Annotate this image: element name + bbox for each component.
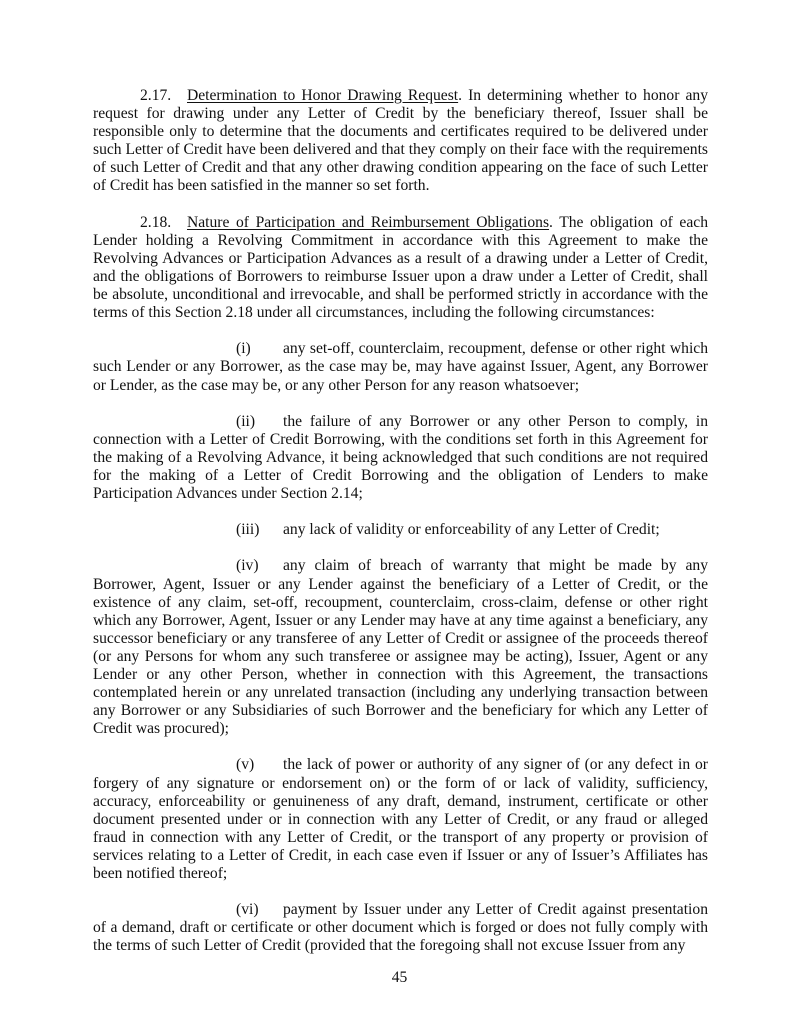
clause-text: any set-off, counterclaim, recoupment, defense or other right which such Lender or any Borrower, as the case may be, may have against Issuer, Agent, any Borrower or Lender, as the case may be, or any other Person for any reason whatsoever; — [93, 340, 708, 394]
clause-iii — [93, 521, 708, 539]
clause-number: (vi) — [236, 901, 259, 919]
clause-text: the failure of any Borrower or any other Person to comply, in connection with a Letter of Credit Borrowing, with the conditions set forth in this Agreement for the making of a Revolving Advance, it being acknowledged that such conditions are not required for the making of a Letter of Credit Borrowing and the obligation of Lenders to make Participation Advances under Section 2.14; — [93, 412, 708, 503]
clause-text: the lack of power or authority of any signer of (or any defect in or forgery of any signature or endorsement on) or the form of or lack of validity, sufficiency, accuracy, enforceability or genuineness of any draft, demand, instrument, certificate or other document presented under or in connection with any Letter of Credit, or any fraud or alleged fraud in connection with any Letter of Credit, or the transport of any property or provision of services relating to a Letter of Credit, in each case even if Issuer or any of Issuer’s Affiliates has been notified thereof; — [93, 756, 708, 883]
clause-number: (iii) — [236, 521, 260, 539]
clause-number: (iv) — [236, 557, 259, 575]
clause-vi — [93, 901, 708, 955]
section-number: 2.18. — [140, 213, 172, 231]
clause-number: (v) — [236, 756, 255, 774]
document-page — [93, 87, 708, 974]
clause-ii — [93, 413, 708, 503]
clause-number: (ii) — [236, 412, 256, 430]
clause-i — [93, 340, 708, 394]
clause-number: (i) — [236, 340, 251, 358]
section-heading: Nature of Participation and Reimbursement Obligations — [187, 213, 550, 231]
clause-iv — [93, 557, 708, 738]
section-body: . The obligation of each Lender holding a Revolving Commitment in accordance with this Agreement to make the Revolving Advances or Participation Advances as a result of a drawing under a Letter of Credit, and the obligations of Borrowers to reimburse Issuer upon a draw under a Letter of Credit, shall be absolute, unconditional and irrevocable, and shall be performed strictly in accordance with the terms of this Section 2.18 under all circumstances, including the following circumstances: — [93, 213, 708, 322]
section-number: 2.17. — [140, 87, 172, 104]
clause-text: payment by Issuer under any Letter of Credit against presentation of a demand, draft or certificate or other document which is forged or does not fully comply with the terms of such Letter of Credit (provided that the foregoing shall not excuse Issuer from any — [93, 901, 708, 955]
page-number: 45 — [391, 969, 408, 986]
clause-text: any claim of breach of warranty that might be made by any Borrower, Agent, Issuer or any Lender against the beneficiary of a Letter of Credit, or the existence of any claim, set-off, recoupment, counterclaim, cross-claim, defense or other right which any Borrower, Agent, Issuer or any Lender may have at any time against a beneficiary, any successor beneficiary or any transferee of any Letter of Credit or assignee of the proceeds thereof (or any Persons for whom any such transferee or assignee may be acting), Issuer, Agent or any Lender or any other Person, whether in connection with this Agreement, the transactions contemplated herein or any unrelated transaction (including any underlying transaction between any Borrower or any Subsidiaries of such Borrower and the beneficiary for which any Letter of Credit was procured); — [93, 557, 708, 738]
section-heading: Determination to Honor Drawing Request — [187, 87, 459, 104]
clause-v — [93, 756, 708, 883]
section-2-17 — [93, 87, 708, 196]
section-2-18 — [93, 214, 708, 323]
section-body: . In determining whether to honor any request for drawing under any Letter of Credit by the beneficiary thereof, Issuer shall be responsible only to determine that the documents and certificates required to be delivered under such Letter of Credit have been delivered and that they comply on their face with the requirements of such Letter of Credit and that any other drawing condition appearing on the face of such Letter of Credit has been satisfied in the manner so set forth. — [93, 87, 708, 195]
clause-text: any lack of validity or enforceability of any Letter of Credit; — [283, 521, 660, 539]
